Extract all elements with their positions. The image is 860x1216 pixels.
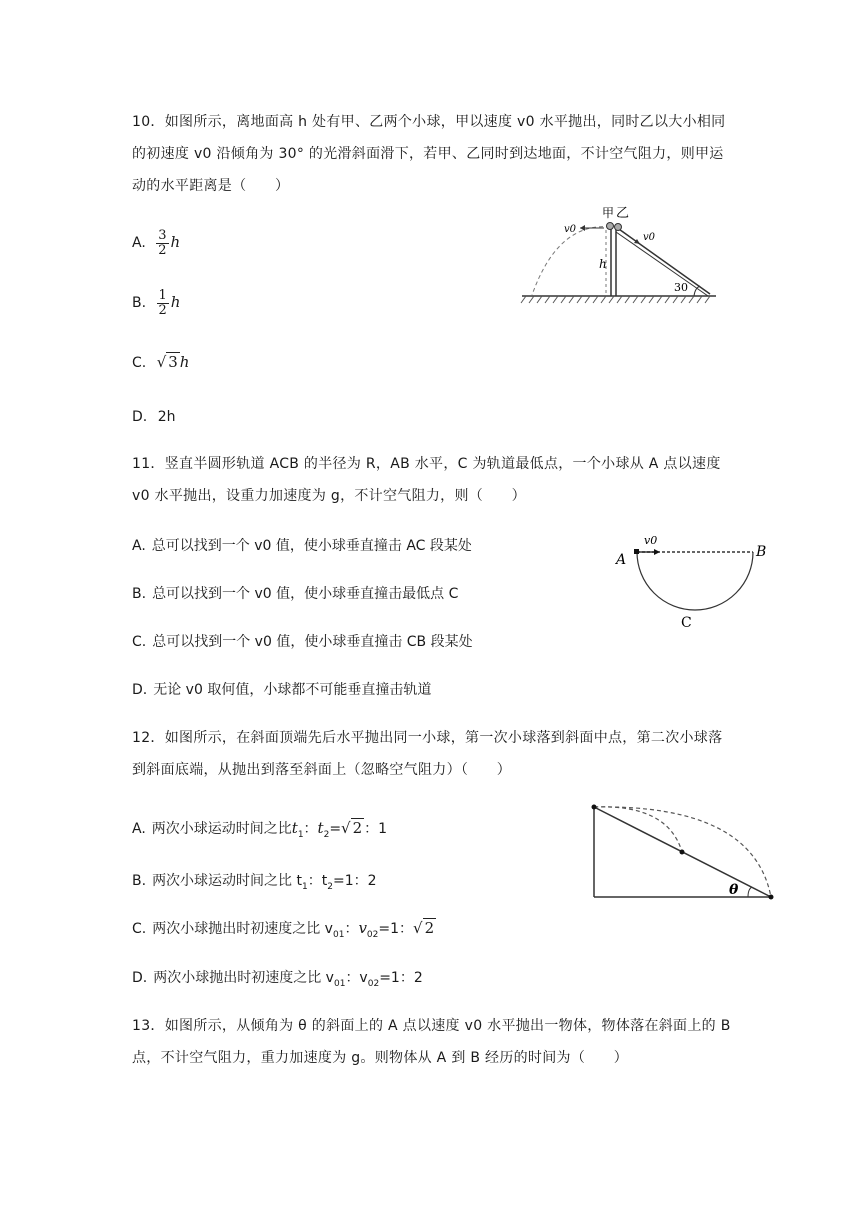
ball-yi <box>615 224 622 231</box>
q12-option-c[interactable]: C. 两次小球抛出时初速度之比 $v_{01}$：$v_{02}=1$：√ 2 <box>132 914 436 942</box>
q11-option-a[interactable]: A. 总可以找到一个 v0 值，使小球垂直撞击 AC 段某处 <box>132 532 472 560</box>
q12-option-d[interactable]: D. 两次小球抛出时初速度之比 $v_{01}$：$v_{02}=1$：2 <box>132 964 423 992</box>
ground-hatching <box>521 296 710 303</box>
q11-option-c[interactable]: C. 总可以找到一个 v0 值，使小球垂直撞击 CB 段某处 <box>132 628 473 656</box>
label-c: C <box>681 615 692 631</box>
option-label: D. <box>132 970 148 986</box>
q11-figure <box>608 528 778 633</box>
option-label: C. <box>132 355 147 371</box>
q10-figure <box>518 200 723 310</box>
label-v0: v0 <box>644 534 658 547</box>
question-12-stem: 12．如图所示，在斜面顶端先后水平抛出同一小球，第一次小球落到斜面中点，第二次小球落到斜面底端，从抛出到落至斜面上（忽略空气阻力）（ ） <box>132 730 723 778</box>
label-angle: 30 <box>674 281 688 294</box>
option-label: A. <box>132 538 146 554</box>
incline-lower-edge <box>616 232 708 296</box>
q12-option-b[interactable]: B. 两次小球运动时间之比 $t_1$：$t_2=1$：2 <box>132 867 377 895</box>
label-h: h <box>599 257 607 271</box>
option-label: C. <box>132 921 147 937</box>
label-b: B <box>756 544 767 560</box>
question-11-stem: 11．竖直半圆形轨道 ACB 的半径为 R，AB 水平，C 为轨道最低点，一个小球从 A 点以速度 v0 水平抛出，设重力加速度为 g，不计空气阻力，则（ ） <box>132 456 721 504</box>
ball-top <box>592 805 597 810</box>
option-label: A. <box>132 235 146 251</box>
label-yi: 乙 <box>616 206 630 221</box>
fraction: $\frac{3}{2}$ <box>158 227 167 258</box>
q10-option-a[interactable]: A. $\frac{3}{2}$ h <box>132 227 181 258</box>
option-label: B. <box>132 873 147 889</box>
label-jia: 甲 <box>602 206 615 220</box>
ball-jia <box>607 223 614 230</box>
question-10-stem: 10．如图所示，离地面高 h 处有甲、乙两个小球，甲以速度 v0 水平抛出，同时乙以大小相同的初速度 v0 沿倾角为 30° 的光滑斜面滑下，若甲、乙同时到达地面，不计空气阻力，则甲运动的水平距离是（ ） <box>132 114 726 194</box>
option-label: D. <box>132 409 148 425</box>
q12-option-a[interactable]: A. 两次小球运动时间之比$t_1$：$t_2=√$ 2 ：1 <box>132 814 387 842</box>
ball-bottom <box>769 895 774 900</box>
ball-midpoint <box>680 850 685 855</box>
q10-option-b[interactable]: B. $\frac{1}{2}$ h <box>132 287 181 318</box>
label-a: A <box>616 552 627 568</box>
square-root: √ 3 <box>156 353 178 371</box>
option-label: C. <box>132 634 147 650</box>
q11-option-d[interactable]: D. 无论 v0 取何值，小球都不可能垂直撞击轨道 <box>132 676 431 704</box>
ball-at-a <box>634 549 639 554</box>
label-v0-left: v0 <box>564 224 577 235</box>
label-theta: θ <box>729 882 739 898</box>
option-label: B. <box>132 295 147 311</box>
angle-arc <box>694 286 700 296</box>
q10-option-d[interactable]: D. 2h <box>132 403 175 431</box>
square-root: √ 2 <box>413 919 435 937</box>
angle-arc <box>748 887 752 897</box>
semicircle-track <box>637 552 753 610</box>
q10-option-c[interactable]: C. √ 3 h <box>132 348 189 376</box>
q12-figure <box>588 802 778 902</box>
q11-option-b[interactable]: B. 总可以找到一个 v0 值，使小球垂直撞击最低点 C <box>132 580 458 608</box>
fraction: $\frac{1}{2}$ <box>158 287 167 318</box>
option-label: B. <box>132 586 147 602</box>
option-label: D. <box>132 682 148 698</box>
square-root: √ 2 <box>341 819 363 837</box>
label-v0-right: v0 <box>643 232 656 243</box>
question-13-stem: 13．如图所示，从倾角为 θ 的斜面上的 A 点以速度 v0 水平抛出一物体，物体落在斜面上的 B 点，不计空气阻力，重力加速度为 g。则物体从 A 到 B 经历的时间为（ ） <box>132 1018 731 1066</box>
option-label: A. <box>132 821 146 837</box>
